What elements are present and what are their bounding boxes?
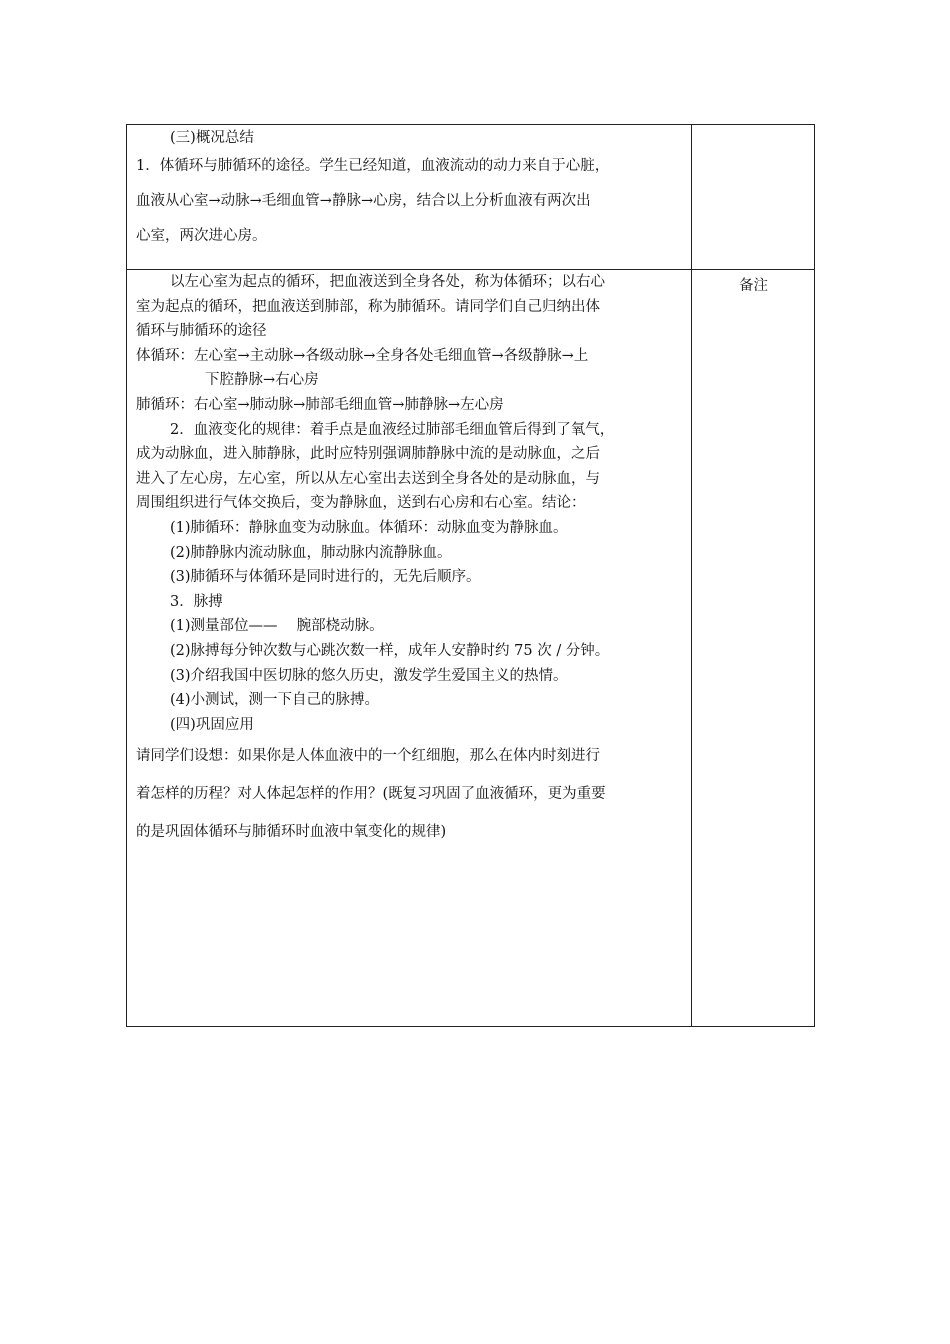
text-line: 周围组织进行气体交换后，变为静脉血，送到右心房和右心室。结论： [136,495,586,512]
text-line: 循环与肺循环的途径 [136,323,267,340]
text-line: 成为动脉血，进入肺静脉，此时应特别强调肺静脉中流的是动脉血，之后 [136,446,600,463]
list-item: (2)肺静脉内流动脉血，肺动脉内流静脉血。 [170,544,452,561]
text-line: 心室，两次进心房。 [136,228,267,244]
text-line: 1．体循环与肺循环的途径。学生已经知道，血液流动的动力来自于心脏， [136,158,610,174]
text-line: 2．血液变化的规律：着手点是血液经过肺部毛细血管后得到了氧气， [170,421,615,438]
list-item: (1)肺循环：静脉血变为动脉血。体循环：动脉血变为静脉血。 [170,519,568,536]
column-divider [691,270,692,1026]
section-heading: (三)概况总结 [170,130,254,146]
content-row [127,270,814,1026]
list-item: (2)脉搏每分钟次数与心跳次数一样，成年人安静时约 75 次 / 分钟。 [170,642,610,659]
text-line: 下腔静脉→右心房 [205,372,319,389]
text-line: 肺循环：右心室→肺动脉→肺部毛细血管→肺静脉→左心房 [136,396,504,413]
summary-cell [136,127,686,254]
text-line: 体循环：左心室→主动脉→各级动脉→全身各处毛细血管→各级静脉→上 [136,347,589,364]
summary-row [127,125,814,270]
text-line: 室为起点的循环，把血液送到肺部，称为肺循环。请同学们自己归纳出体 [136,298,600,315]
remarks-label: 备注 [739,278,768,294]
list-item: (3)介绍我国中医切脉的悠久历史，激发学生爱国主义的热情。 [170,667,568,684]
text-line: 以左心室为起点的循环，把血液送到全身各处，称为体循环；以右心 [170,274,605,290]
content-cell [136,270,686,851]
list-item: (1)测量部位—— 腕部桡动脉。 [170,618,384,635]
section-heading: (四)巩固应用 [170,716,254,733]
text-line: 的是巩固体循环与肺循环时血液中氧变化的规律) [136,824,447,841]
text-line: 请同学们设想：如果你是人体血液中的一个红细胞，那么在体内时刻进行 [136,748,600,765]
column-divider [691,125,692,269]
text-line: 血液从心室→动脉→毛细血管→静脉→心房，结合以上分析血液有两次出 [136,193,591,209]
section-heading: 3．脉搏 [170,593,223,610]
lesson-table [126,124,815,1027]
text-line: 进入了左心房，左心室，所以从左心室出去送到全身各处的是动脉血，与 [136,470,600,487]
text-line: 着怎样的历程？对人体起怎样的作用？(既复习巩固了血液循环，更为重要 [136,786,606,803]
list-item: (3)肺循环与体循环是同时进行的，无先后顺序。 [170,569,481,586]
list-item: (4)小测试，测一下自己的脉搏。 [170,692,380,709]
